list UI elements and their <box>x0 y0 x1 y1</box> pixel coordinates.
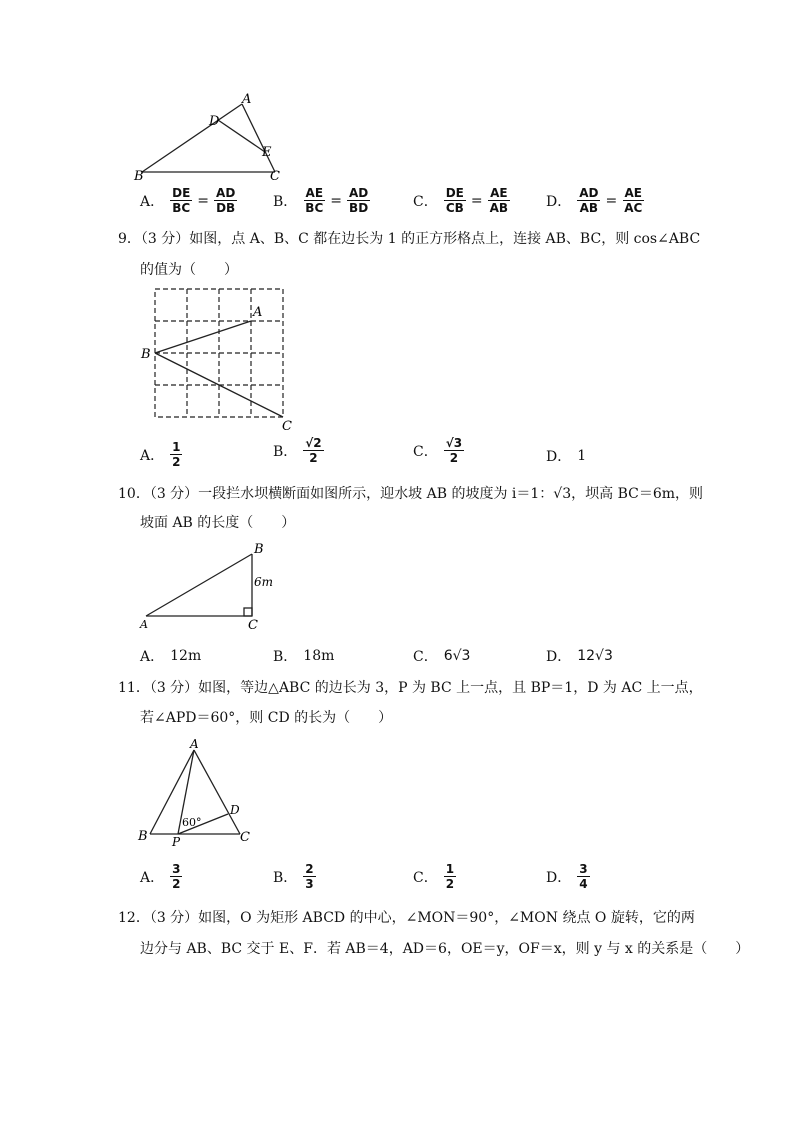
q9-option-b[interactable]: B． $\frac{√2}{2}$ <box>273 436 322 465</box>
q9-stem-line1: 9．（3 分）如图，点 A、B、C 都在边长为 1 的正方形格点上，连接 AB、BC，则 cos∠ABC <box>118 231 701 247</box>
q11-option-a[interactable]: A． $\frac{3}{2}$ <box>140 862 181 891</box>
q9-stem-line2: 的值为（ ） <box>140 262 238 278</box>
q8-label-b: B <box>134 169 144 182</box>
q9-option-a[interactable]: A． $\frac{1}{2}$ <box>140 440 181 469</box>
q10-option-c[interactable]: C． 6√3 <box>413 648 471 665</box>
q11-figure <box>134 736 264 848</box>
q8-option-c[interactable]: C． $\frac{DE}{CB}$ = $\frac{AE}{AB}$ <box>413 186 509 215</box>
q11-label-b: B <box>138 829 148 844</box>
q11-label-c: C <box>240 830 250 845</box>
q8-label-a: A <box>242 92 252 107</box>
q9-label-b: B <box>141 347 151 362</box>
q9-label-a: A <box>253 305 263 320</box>
q10-option-d[interactable]: D． 12√3 <box>546 648 613 665</box>
q9-option-d[interactable]: D． 1 <box>546 448 587 465</box>
q12-stem-line2: 边分与 AB、BC 交于 E、F．若 AB＝4，AD＝6，OE＝y，OF＝x，则 y 与 x 的关系是（ ） <box>140 941 750 957</box>
q11-option-c[interactable]: C． $\frac{1}{2}$ <box>413 862 455 891</box>
q10-option-a[interactable]: A． 12m <box>140 648 202 665</box>
q10-stem-line2: 坡面 AB 的长度（ ） <box>140 515 296 531</box>
q10-option-b[interactable]: B． 18m <box>273 648 335 665</box>
q8-option-d[interactable]: D． $\frac{AD}{AB}$ = $\frac{AE}{AC}$ <box>546 186 643 215</box>
q11-option-d[interactable]: D． $\frac{3}{4}$ <box>546 862 588 891</box>
q11-label-p: P <box>172 835 181 848</box>
q8-label-d: D <box>209 114 220 129</box>
q8-figure <box>130 92 290 182</box>
q8-label-e: E <box>262 145 272 160</box>
q9-label-c: C <box>282 419 292 431</box>
q8-option-a[interactable]: A． $\frac{DE}{BC}$ = $\frac{AD}{DB}$ <box>140 186 236 215</box>
q10-label-c: C <box>248 618 258 630</box>
q11-option-b[interactable]: B． $\frac{2}{3}$ <box>273 862 314 891</box>
q10-figure <box>138 540 278 630</box>
q11-stem-line2: 若∠APD＝60°，则 CD 的长为（ ） <box>140 710 393 726</box>
q11-label-a: A <box>190 737 199 751</box>
q11-stem-line1: 11．（3 分）如图，等边△ABC 的边长为 3，P 为 BC 上一点，且 BP＝1，D 为 AC 上一点， <box>118 680 703 696</box>
q10-label-a: A <box>140 618 148 630</box>
q12-stem-line1: 12．（3 分）如图，O 为矩形 ABCD 的中心，∠MON＝90°，∠MON 绕点 O 旋转，它的两 <box>118 910 695 926</box>
q10-label-b: B <box>254 542 264 557</box>
q8-option-b[interactable]: B． $\frac{AE}{BC}$ = $\frac{AD}{BD}$ <box>273 186 369 215</box>
q11-label-d: D <box>230 803 240 817</box>
q9-figure <box>138 286 298 431</box>
q9-option-c[interactable]: C． $\frac{√3}{2}$ <box>413 436 463 465</box>
q8-label-c: C <box>270 169 280 182</box>
q10-label-height: 6m <box>254 575 274 589</box>
q10-stem-line1: 10．（3 分）一段拦水坝横断面如图所示，迎水坡 AB 的坡度为 i＝1：√3，坝高 BC＝6m，则 <box>118 486 704 502</box>
q11-label-angle: 60° <box>182 816 202 829</box>
